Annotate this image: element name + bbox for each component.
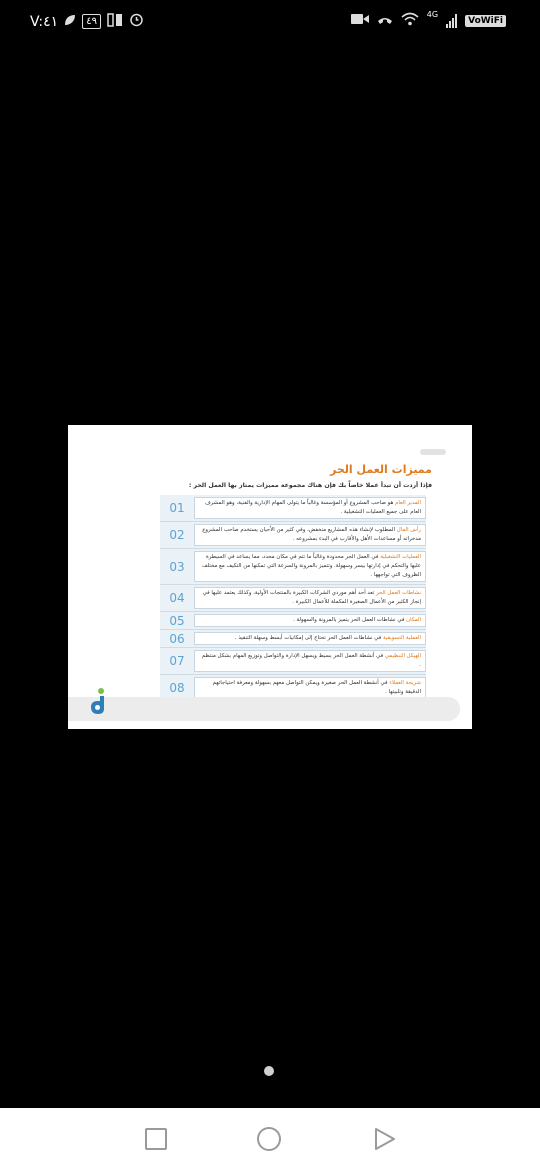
table-row: [160, 612, 426, 630]
alarm-icon: [129, 12, 144, 31]
network-type: 4G: [426, 10, 439, 19]
row-highlight: العملية التسويقية: [383, 635, 421, 641]
navigation-bar: [0, 1108, 540, 1170]
row-highlight: رأس المال: [396, 527, 421, 533]
row-number: 07: [160, 648, 194, 674]
triangle-icon[interactable]: [371, 1126, 397, 1152]
table-row: [160, 495, 426, 522]
circle-icon[interactable]: [256, 1126, 282, 1152]
signal-icon: [446, 14, 457, 28]
row-number: 04: [160, 585, 194, 611]
row-text: [194, 497, 426, 519]
slide-intro: فإذا أردت أن تبدأ عملا خاصاً بك فإن هناك مجموعة مميزات يمتاز بها العمل الحر :: [188, 482, 432, 489]
row-number: 06: [160, 630, 194, 647]
row-body: المطلوب لإنشاء هذه المشاريع منخفض، وفي كثير من الأحيان يستخدم صاحب المشروع مدخراته أو مساعدات الأهل والأقارب في البدء بمشروعه .: [202, 527, 421, 542]
row-text: [194, 632, 426, 645]
row-body: في نشاطات العمل الحر تحتاج إلى إمكانيات أبسط وسهلة التنفيذ .: [234, 635, 384, 641]
row-text: [194, 650, 426, 672]
row-text: [194, 677, 426, 699]
row-body: في أنشطة العمل الحر صغيرة ويمكن التواصل معهم بسهولة ومعرفة احتياجاتهم الدقيقة وتلبيتها .: [212, 680, 421, 695]
vowifi-badge: VoWiFi: [465, 15, 506, 27]
status-bar: [0, 0, 540, 44]
clock: V:٤١: [30, 13, 59, 30]
wifi-icon: [401, 12, 419, 29]
row-number: 05: [160, 612, 194, 629]
status-right: [351, 12, 506, 29]
row-highlight: المدير العام: [395, 500, 421, 506]
video-icon: [351, 13, 369, 28]
notification-icon: [107, 13, 123, 31]
row-text: [194, 614, 426, 627]
battery-icon: ٤٩: [82, 14, 101, 29]
table-row: [160, 630, 426, 648]
row-highlight: المكان: [406, 617, 421, 623]
row-body: تعد أحد أهم موردي الشركات الكبيرة بالمنتجات الأولية، وكذلك يعتمد عليها في إنجاز الكثير من الأعمال الصغيرة المكملة للأعمال الكبيرة .: [202, 590, 421, 605]
logo-icon: [88, 687, 108, 715]
slide-decoration: [420, 449, 446, 455]
row-body: في أنشطة العمل الحر بسيط ويسهل الإدارة والتواصل وتوزيع المهام بشكل منتظم .: [201, 653, 421, 668]
features-table: [160, 495, 426, 702]
row-number: 08: [160, 675, 194, 701]
row-text: [194, 587, 426, 609]
row-text: [194, 551, 426, 582]
slide-footer-bar: [68, 697, 460, 721]
square-icon[interactable]: [143, 1126, 169, 1152]
row-body: في العمل الحر محدودة وغالباً ما تتم في مكان محدد، مما يساعد في السيطرة عليها والتحكم في إدارتها بيسر وسهولة. وتتميز بالمرونة والسرعة التي تمكنها من التكيف مع مختلف الظروف التي تواجهها .: [201, 554, 421, 578]
row-number: 02: [160, 522, 194, 548]
row-body: هو صاحب المشروع أو المؤسسة وغالباً ما يتولى المهام الإدارية والفنية، وهو المشرف العام على جميع العمليات التشغيلية .: [205, 500, 421, 515]
table-row: [160, 549, 426, 585]
status-left: [30, 12, 144, 31]
page-indicator: [264, 1066, 274, 1076]
row-number: 01: [160, 495, 194, 521]
document-slide[interactable]: [68, 425, 472, 729]
row-highlight: شريحة العملاء: [389, 680, 421, 686]
row-number: 03: [160, 549, 194, 584]
leaf-icon: [64, 14, 76, 30]
row-text: [194, 524, 426, 546]
missed-call-icon: [377, 13, 393, 28]
table-row: [160, 585, 426, 612]
row-highlight: العمليات التشغيلية: [380, 554, 421, 560]
table-row: [160, 522, 426, 549]
row-highlight: الهيكل التنظيمي: [384, 653, 421, 659]
row-highlight: نشاطات العمل الحر: [376, 590, 421, 596]
table-row: [160, 648, 426, 675]
slide-title: مميزات العمل الحر: [330, 463, 432, 476]
row-body: في نشاطات العمل الحر يتميز بالمرونة والسهولة .: [293, 617, 407, 623]
